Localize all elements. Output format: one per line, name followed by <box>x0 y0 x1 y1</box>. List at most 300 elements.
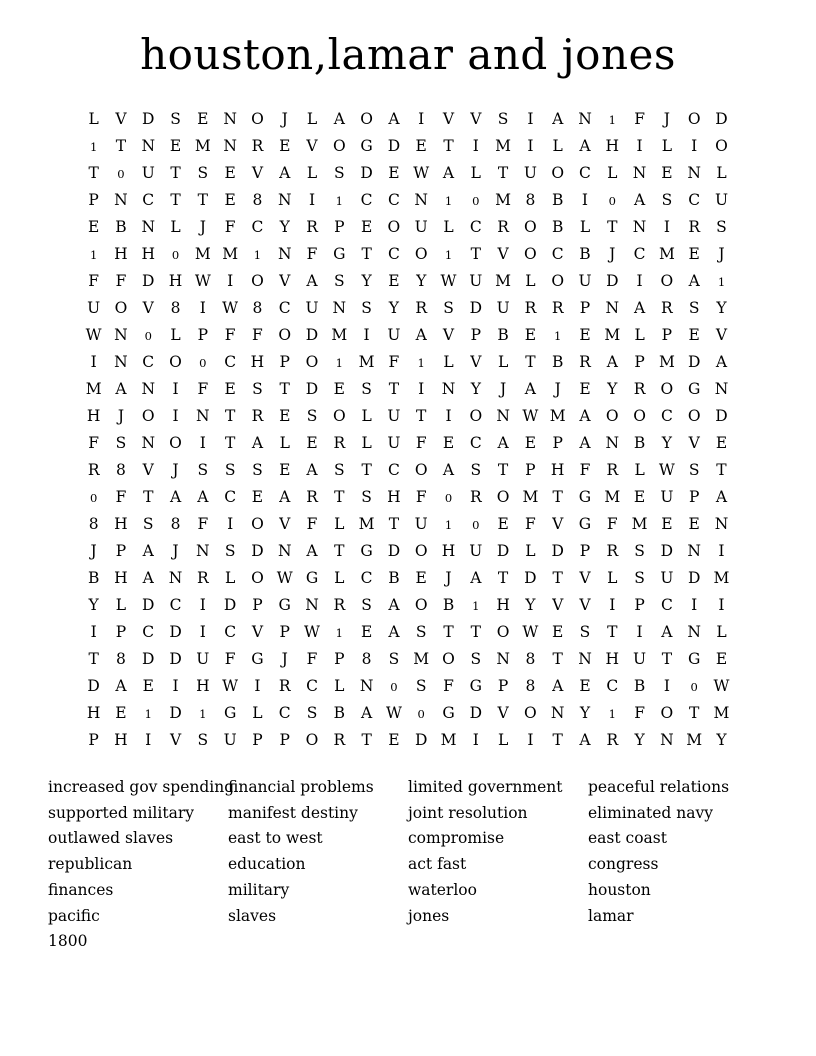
grid-letter: A <box>388 110 400 128</box>
grid-letter: P <box>661 326 673 344</box>
grid-letter: S <box>470 650 482 668</box>
grid-letter: A <box>361 704 373 722</box>
grid-letter: F <box>197 380 209 398</box>
grid-row <box>80 564 736 591</box>
grid-letter: O <box>442 650 455 668</box>
grid-letter: P <box>497 677 509 695</box>
grid-letter: T <box>170 191 181 209</box>
word-list-item: increased gov spending <box>48 778 235 796</box>
grid-letter: U <box>523 164 537 182</box>
grid-letter: I <box>718 542 725 560</box>
grid-letter: I <box>199 299 206 317</box>
grid-letter: F <box>115 488 127 506</box>
grid-letter: S <box>688 299 700 317</box>
grid-letter: T <box>334 542 345 560</box>
grid-letter: M <box>194 137 211 155</box>
grid-letter: V <box>251 164 264 182</box>
grid-letter: N <box>660 731 674 749</box>
grid-letter: Y <box>716 299 727 317</box>
grid-letter: P <box>115 542 127 560</box>
grid-letter: O <box>387 218 401 236</box>
grid-letter: N <box>414 191 428 209</box>
grid-letter: 8 <box>252 299 263 317</box>
grid-letter: 1 <box>199 707 207 721</box>
word-list-item: pacific <box>48 906 100 925</box>
grid-letter: N <box>277 542 292 560</box>
word-list-item: waterloo <box>408 880 477 899</box>
grid-letter: M <box>495 191 512 209</box>
grid-letter: R <box>661 299 673 317</box>
grid-letter: N <box>332 299 347 317</box>
grid-letter: S <box>197 164 209 182</box>
grid-letter: N <box>605 434 620 452</box>
word-list-item: financial problems <box>228 778 374 796</box>
word-list-item: congress <box>588 855 659 874</box>
grid-letter: D <box>524 569 537 587</box>
grid-letter: W <box>222 677 239 695</box>
grid-letter: R <box>688 218 701 236</box>
grid-letter: G <box>278 596 291 614</box>
grid-letter: E <box>169 137 182 155</box>
grid-letter: E <box>388 272 400 290</box>
grid-letter: C <box>387 191 400 209</box>
grid-letter: P <box>634 353 645 371</box>
grid-letter: L <box>634 461 645 479</box>
grid-letter: B <box>497 326 509 344</box>
grid-letter: A <box>251 434 264 452</box>
grid-letter: P <box>334 218 345 236</box>
grid-letter: V <box>251 623 264 641</box>
grid-letter: O <box>251 569 264 587</box>
grid-letter: R <box>197 569 209 587</box>
grid-letter: U <box>223 731 237 749</box>
grid-letter: N <box>578 110 592 128</box>
grid-letter: T <box>224 434 236 452</box>
grid-letter: Y <box>607 380 618 398</box>
grid-letter: F <box>115 272 127 290</box>
grid-letter: I <box>418 110 425 128</box>
grid-letter: H <box>114 245 128 263</box>
grid-letter: F <box>88 434 100 452</box>
word-list-column <box>48 775 235 955</box>
grid-row <box>80 267 736 294</box>
grid-letter: 1 <box>335 356 343 370</box>
grid-letter: A <box>579 434 591 452</box>
grid-letter: S <box>306 407 318 425</box>
grid-letter: B <box>552 353 564 371</box>
grid-letter: T <box>361 731 372 749</box>
grid-letter: D <box>715 110 728 128</box>
grid-letter: E <box>115 704 127 722</box>
grid-letter: 0 <box>171 248 180 262</box>
grid-row <box>80 213 736 240</box>
grid-row <box>80 159 736 186</box>
grid-letter: E <box>197 110 209 128</box>
grid-letter: 1 <box>335 626 343 640</box>
grid-letter: M <box>713 569 730 587</box>
grid-letter: I <box>227 515 234 533</box>
grid-letter: A <box>497 434 509 452</box>
grid-letter: 0 <box>417 707 425 721</box>
grid-letter: C <box>579 164 591 182</box>
grid-row <box>80 510 736 537</box>
grid-letter: V <box>552 515 564 533</box>
grid-letter: T <box>279 380 290 398</box>
grid-letter: D <box>223 596 237 614</box>
grid-letter: J <box>554 380 561 398</box>
grid-letter: L <box>115 596 127 614</box>
grid-letter: 1 <box>472 599 480 613</box>
grid-letter: H <box>496 596 510 614</box>
grid-letter: N <box>496 407 510 425</box>
grid-letter: S <box>361 488 372 506</box>
grid-letter: A <box>442 164 455 182</box>
grid-letter: N <box>223 137 237 155</box>
grid-letter: A <box>633 191 646 209</box>
grid-letter: Y <box>579 704 591 722</box>
grid-letter: P <box>579 299 591 317</box>
grid-letter: V <box>442 326 455 344</box>
grid-letter: 1 <box>717 275 726 289</box>
grid-row <box>80 402 736 429</box>
grid-letter: W <box>85 326 102 344</box>
grid-letter: M <box>440 731 457 749</box>
grid-letter: T <box>334 488 345 506</box>
grid-letter: S <box>334 461 345 479</box>
grid-letter: V <box>579 569 591 587</box>
grid-letter: H <box>114 731 128 749</box>
grid-letter: L <box>470 164 481 182</box>
grid-letter: E <box>388 164 400 182</box>
grid-letter: S <box>224 461 236 479</box>
grid-letter: I <box>718 596 725 614</box>
grid-letter: E <box>360 218 373 236</box>
grid-letter: M <box>413 650 430 668</box>
grid-row <box>80 321 736 348</box>
grid-letter: R <box>251 407 264 425</box>
grid-letter: E <box>333 380 345 398</box>
grid-letter: W <box>658 461 675 479</box>
grid-letter: A <box>552 110 564 128</box>
grid-letter: T <box>88 164 99 182</box>
grid-letter: D <box>387 542 401 560</box>
grid-letter: P <box>252 731 263 749</box>
grid-letter: S <box>716 218 727 236</box>
grid-letter: H <box>550 461 565 479</box>
grid-row <box>80 618 736 645</box>
grid-letter: F <box>224 326 236 344</box>
grid-letter: O <box>251 110 264 128</box>
grid-letter: P <box>88 191 99 209</box>
grid-letter: I <box>609 596 616 614</box>
grid-letter: V <box>715 326 728 344</box>
grid-letter: D <box>387 137 401 155</box>
grid-letter: L <box>443 218 454 236</box>
grid-letter: I <box>691 137 698 155</box>
word-list-item: act fast <box>408 855 467 874</box>
grid-letter: F <box>224 218 236 236</box>
grid-letter: S <box>634 569 645 587</box>
grid-letter: 8 <box>116 461 126 479</box>
word-list-item: outlawed slaves <box>48 829 174 848</box>
grid-letter: E <box>552 623 564 641</box>
grid-letter: R <box>579 353 591 371</box>
grid-letter: N <box>605 299 620 317</box>
grid-letter: F <box>415 434 427 452</box>
grid-letter: I <box>308 191 316 209</box>
grid-letter: F <box>634 704 645 722</box>
word-list-item: east coast <box>588 829 667 848</box>
grid-letter: F <box>252 326 263 344</box>
grid-letter: A <box>715 488 728 506</box>
grid-letter: N <box>141 434 156 452</box>
grid-letter: V <box>579 596 591 614</box>
grid-letter: L <box>579 218 591 236</box>
grid-letter: S <box>361 596 372 614</box>
grid-letter: S <box>334 272 345 290</box>
grid-letter: U <box>414 515 428 533</box>
grid-letter: E <box>279 461 291 479</box>
grid-letter: N <box>305 596 319 614</box>
grid-letter: A <box>524 380 536 398</box>
word-list-item: education <box>228 855 306 874</box>
grid-letter: W <box>522 407 539 425</box>
grid-letter: L <box>716 623 727 641</box>
grid-letter: F <box>224 650 236 668</box>
grid-letter: L <box>497 731 509 749</box>
grid-letter: C <box>251 218 264 236</box>
grid-letter: H <box>250 353 265 371</box>
word-list-item: eliminated navy <box>588 803 713 822</box>
grid-letter: O <box>551 272 565 290</box>
grid-letter: E <box>442 434 455 452</box>
grid-letter: E <box>579 380 591 398</box>
grid-letter: E <box>388 731 400 749</box>
grid-letter: Y <box>88 596 99 614</box>
grid-letter: 0 <box>472 518 480 532</box>
grid-letter: L <box>661 137 673 155</box>
grid-letter: 1 <box>554 329 562 343</box>
grid-letter: N <box>441 380 456 398</box>
grid-letter: U <box>578 272 592 290</box>
grid-letter: N <box>168 569 183 587</box>
grid-letter: Y <box>661 434 672 452</box>
grid-letter: L <box>88 110 99 128</box>
grid-letter: 8 <box>252 191 263 209</box>
grid-letter: M <box>222 245 239 263</box>
grid-letter: P <box>688 488 700 506</box>
grid-letter: M <box>713 704 730 722</box>
grid-letter: 1 <box>417 356 425 370</box>
grid-letter: U <box>714 191 729 209</box>
grid-letter: V <box>142 461 154 479</box>
grid-letter: E <box>579 677 591 695</box>
grid-letter: M <box>358 353 375 371</box>
grid-letter: M <box>331 326 348 344</box>
grid-letter: D <box>687 353 701 371</box>
grid-letter: F <box>306 650 318 668</box>
grid-letter: J <box>445 569 452 587</box>
grid-letter: O <box>278 326 292 344</box>
grid-letter: 8 <box>170 299 181 317</box>
grid-letter: N <box>114 191 128 209</box>
grid-letter: T <box>443 137 454 155</box>
puzzle-title: houston,lamar and jones <box>140 30 676 79</box>
grid-letter: T <box>716 461 727 479</box>
grid-letter: S <box>361 299 372 317</box>
grid-letter: B <box>579 245 591 263</box>
grid-letter: 8 <box>88 515 99 533</box>
grid-letter: R <box>333 434 346 452</box>
grid-row <box>80 645 736 672</box>
grid-letter: O <box>469 407 483 425</box>
grid-letter: D <box>606 272 619 290</box>
grid-letter: T <box>607 623 618 641</box>
grid-row <box>80 186 736 213</box>
grid-letter: N <box>359 677 374 695</box>
grid-letter: I <box>527 731 534 749</box>
grid-letter: S <box>443 299 454 317</box>
grid-letter: E <box>688 515 700 533</box>
grid-letter: P <box>197 326 209 344</box>
grid-letter: U <box>387 407 401 425</box>
grid-letter: T <box>525 353 536 371</box>
grid-letter: V <box>442 110 455 128</box>
grid-letter: 1 <box>89 140 98 154</box>
grid-letter: S <box>661 191 673 209</box>
grid-letter: G <box>360 137 373 155</box>
grid-letter: 1 <box>608 113 616 127</box>
grid-letter: D <box>142 596 155 614</box>
grid-letter: W <box>440 272 457 290</box>
grid-letter: L <box>443 353 454 371</box>
grid-letter: 1 <box>335 194 343 208</box>
grid-letter: D <box>469 704 483 722</box>
grid-row <box>80 591 736 618</box>
grid-letter: E <box>279 407 291 425</box>
grid-letter: N <box>141 380 156 398</box>
grid-letter: S <box>334 164 345 182</box>
grid-letter: D <box>169 623 182 641</box>
grid-letter: 1 <box>444 194 453 208</box>
grid-letter: C <box>224 623 237 641</box>
grid-letter: V <box>279 272 291 290</box>
grid-letter: E <box>497 515 509 533</box>
grid-letter: I <box>199 596 206 614</box>
grid-letter: C <box>224 488 237 506</box>
grid-letter: T <box>552 569 563 587</box>
grid-letter: U <box>469 272 483 290</box>
grid-letter: U <box>660 488 674 506</box>
grid-letter: U <box>496 299 510 317</box>
grid-letter: I <box>227 272 234 290</box>
grid-letter: R <box>606 461 619 479</box>
grid-letter: I <box>527 110 534 128</box>
grid-letter: T <box>607 218 618 236</box>
grid-letter: F <box>634 110 645 128</box>
grid-letter: B <box>633 434 646 452</box>
grid-letter: L <box>525 542 536 560</box>
grid-letter: O <box>414 461 428 479</box>
grid-letter: J <box>281 650 288 668</box>
grid-letter: 1 <box>89 248 98 262</box>
grid-letter: G <box>442 704 455 722</box>
grid-letter: B <box>552 191 564 209</box>
grid-letter: S <box>415 623 427 641</box>
grid-letter: O <box>524 218 537 236</box>
grid-letter: C <box>142 191 155 209</box>
grid-letter: T <box>170 164 181 182</box>
grid-letter: U <box>196 650 210 668</box>
grid-row <box>80 726 736 753</box>
grid-letter: C <box>224 353 237 371</box>
grid-letter: R <box>606 542 619 560</box>
grid-letter: S <box>361 380 372 398</box>
grid-letter: A <box>279 164 291 182</box>
grid-letter: E <box>415 137 427 155</box>
grid-letter: E <box>224 191 236 209</box>
grid-letter: P <box>579 542 591 560</box>
grid-letter: V <box>497 245 509 263</box>
grid-letter: O <box>169 353 182 371</box>
grid-letter: T <box>115 137 127 155</box>
grid-letter: C <box>633 245 646 263</box>
grid-letter: A <box>633 299 646 317</box>
word-list-column <box>408 775 588 955</box>
grid-letter: N <box>141 218 156 236</box>
grid-letter: L <box>334 515 345 533</box>
grid-letter: I <box>172 407 179 425</box>
grid-letter: A <box>115 677 127 695</box>
grid-letter: T <box>470 623 481 641</box>
grid-letter: S <box>115 434 127 452</box>
grid-letter: U <box>414 218 428 236</box>
grid-letter: L <box>306 164 318 182</box>
grid-letter: V <box>688 434 700 452</box>
grid-letter: F <box>415 488 427 506</box>
grid-row <box>80 537 736 564</box>
grid-letter: Y <box>634 731 645 749</box>
grid-letter: P <box>634 596 645 614</box>
grid-letter: W <box>713 677 730 695</box>
grid-letter: T <box>388 380 400 398</box>
grid-letter: I <box>445 407 452 425</box>
grid-letter: O <box>305 353 319 371</box>
grid-row <box>80 456 736 483</box>
grid-letter: E <box>279 137 291 155</box>
grid-letter: I <box>254 677 261 695</box>
grid-letter: L <box>334 677 345 695</box>
grid-letter: 8 <box>525 650 536 668</box>
grid-row <box>80 105 736 132</box>
grid-letter: V <box>279 515 291 533</box>
grid-letter: H <box>196 677 210 695</box>
grid-letter: V <box>497 704 509 722</box>
word-list-item: slaves <box>228 906 277 925</box>
grid-letter: M <box>549 407 566 425</box>
grid-row <box>80 132 736 159</box>
grid-letter: N <box>223 110 237 128</box>
grid-letter: E <box>224 164 236 182</box>
word-list-item: limited government <box>408 778 563 796</box>
grid-letter: N <box>632 164 647 182</box>
grid-letter: D <box>142 650 155 668</box>
grid-letter: M <box>522 488 539 506</box>
grid-letter: C <box>660 407 673 425</box>
grid-letter: G <box>469 677 482 695</box>
grid-letter: O <box>251 515 264 533</box>
grid-letter: 0 <box>89 491 98 505</box>
